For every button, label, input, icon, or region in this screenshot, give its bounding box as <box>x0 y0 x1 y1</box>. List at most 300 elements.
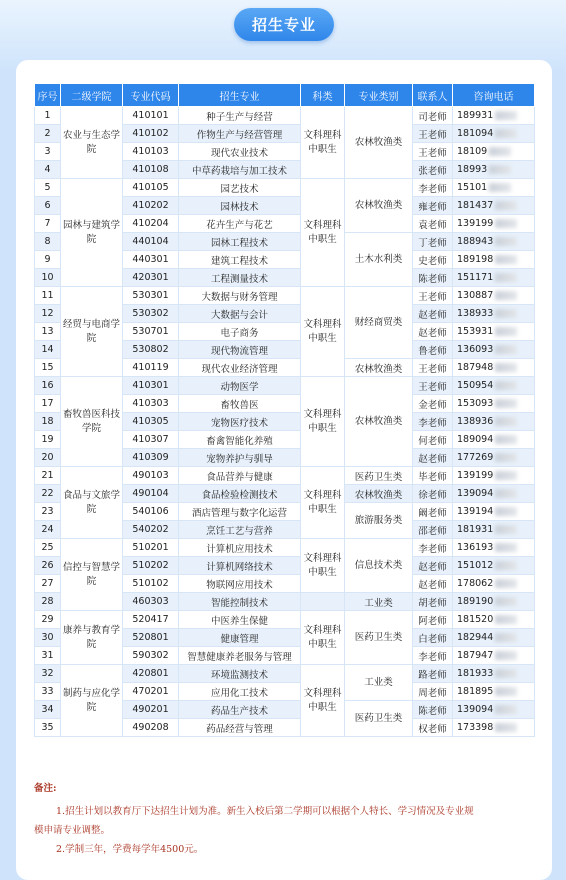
redaction-blur <box>495 111 517 120</box>
phone-cell <box>453 611 535 629</box>
phone-cell <box>453 521 535 539</box>
college-cell: 园林与建筑学院 <box>61 179 123 287</box>
row-no: 29 <box>35 611 61 629</box>
col-header-major: 招生专业 <box>179 84 301 107</box>
major-name: 环境监测技术 <box>179 665 301 683</box>
phone-cell <box>453 305 535 323</box>
phone-number: 181437 <box>457 200 494 211</box>
phone-number: 136193 <box>457 542 494 553</box>
notes-section <box>34 780 534 859</box>
row-no: 33 <box>35 683 61 701</box>
major-code: 410303 <box>123 395 179 413</box>
major-code: 540202 <box>123 521 179 539</box>
redaction-blur <box>489 147 511 156</box>
phone-number: 153093 <box>457 398 494 409</box>
contact-name: 赵老师 <box>413 557 453 575</box>
contact-name: 赵老师 <box>413 323 453 341</box>
phone-number: 139094 <box>457 704 494 715</box>
table-row <box>35 539 535 557</box>
phone-number: 189190 <box>457 596 494 607</box>
phone-number: 178062 <box>457 578 494 589</box>
contact-name: 阿老师 <box>413 611 453 629</box>
col-header-subject: 科类 <box>301 84 345 107</box>
contact-name: 史老师 <box>413 251 453 269</box>
major-name: 畜禽智能化养殖 <box>179 431 301 449</box>
row-no: 18 <box>35 413 61 431</box>
major-name: 食品营养与健康 <box>179 467 301 485</box>
category-cell: 工业类 <box>345 593 413 611</box>
contact-name: 丁老师 <box>413 233 453 251</box>
major-name: 种子生产与经营 <box>179 107 301 125</box>
redaction-blur <box>495 255 517 264</box>
table-row <box>35 377 535 395</box>
row-no: 3 <box>35 143 61 161</box>
row-no: 32 <box>35 665 61 683</box>
contact-name: 鲁老师 <box>413 341 453 359</box>
major-code: 530802 <box>123 341 179 359</box>
major-code: 490103 <box>123 467 179 485</box>
major-code: 410301 <box>123 377 179 395</box>
redaction-blur <box>489 165 511 174</box>
major-code: 410108 <box>123 161 179 179</box>
row-no: 8 <box>35 233 61 251</box>
contact-name: 赵老师 <box>413 449 453 467</box>
phone-cell <box>453 575 535 593</box>
phone-number: 150954 <box>457 380 494 391</box>
note-1: 1.招生计划以教育厅下达招生计划为准。新生入校后第二学期可以根据个人特长、学习情况及专业规 <box>56 806 474 817</box>
phone-number: 173398 <box>457 722 494 733</box>
row-no: 24 <box>35 521 61 539</box>
major-name: 酒店管理与数字化运营 <box>179 503 301 521</box>
major-name: 动物医学 <box>179 377 301 395</box>
college-cell: 食品与文旅学院 <box>61 467 123 539</box>
contact-name: 毕老师 <box>413 467 453 485</box>
redaction-blur <box>495 399 517 408</box>
row-no: 35 <box>35 719 61 737</box>
category-cell: 工业类 <box>345 665 413 701</box>
phone-cell <box>453 449 535 467</box>
redaction-blur <box>495 309 517 318</box>
row-no: 20 <box>35 449 61 467</box>
major-name: 园艺技术 <box>179 179 301 197</box>
major-code: 540106 <box>123 503 179 521</box>
phone-cell <box>453 665 535 683</box>
phone-number: 151012 <box>457 560 494 571</box>
contact-name: 张老师 <box>413 161 453 179</box>
note-1-continued: 模申请专业调整。 <box>34 825 111 836</box>
category-cell: 农林牧渔类 <box>345 107 413 179</box>
redaction-blur <box>495 687 517 696</box>
row-no: 26 <box>35 557 61 575</box>
phone-cell <box>453 197 535 215</box>
table-row <box>35 287 535 305</box>
table-row <box>35 467 535 485</box>
major-name: 宠物医疗技术 <box>179 413 301 431</box>
phone-number: 138933 <box>457 308 494 319</box>
contact-name: 李老师 <box>413 647 453 665</box>
row-no: 25 <box>35 539 61 557</box>
phone-cell <box>453 143 535 161</box>
phone-cell <box>453 161 535 179</box>
page-title: 招生专业 <box>234 8 334 41</box>
phone-cell <box>453 503 535 521</box>
redaction-blur <box>495 471 517 480</box>
major-code: 420801 <box>123 665 179 683</box>
row-no: 27 <box>35 575 61 593</box>
major-name: 计算机网络技术 <box>179 557 301 575</box>
phone-number: 139199 <box>457 470 494 481</box>
major-code: 490104 <box>123 485 179 503</box>
category-cell: 信息技术类 <box>345 539 413 593</box>
phone-number: 151171 <box>457 272 494 283</box>
phone-cell <box>453 539 535 557</box>
row-no: 16 <box>35 377 61 395</box>
major-name: 健康管理 <box>179 629 301 647</box>
redaction-blur <box>495 201 517 210</box>
major-code: 530701 <box>123 323 179 341</box>
major-name: 园林工程技术 <box>179 233 301 251</box>
major-code: 510202 <box>123 557 179 575</box>
phone-cell <box>453 269 535 287</box>
major-code: 530301 <box>123 287 179 305</box>
contact-name: 徐老师 <box>413 485 453 503</box>
major-code: 590302 <box>123 647 179 665</box>
contact-name: 王老师 <box>413 377 453 395</box>
major-name: 药品生产技术 <box>179 701 301 719</box>
major-name: 烹饪工艺与营养 <box>179 521 301 539</box>
phone-number: 18109 <box>457 146 488 157</box>
notes-label: 备注: <box>34 783 57 794</box>
contact-name: 雍老师 <box>413 197 453 215</box>
row-no: 2 <box>35 125 61 143</box>
major-code: 410309 <box>123 449 179 467</box>
row-no: 17 <box>35 395 61 413</box>
major-name: 大数据与会计 <box>179 305 301 323</box>
row-no: 12 <box>35 305 61 323</box>
row-no: 13 <box>35 323 61 341</box>
phone-number: 187947 <box>457 650 494 661</box>
redaction-blur <box>489 183 511 192</box>
contact-name: 周老师 <box>413 683 453 701</box>
phone-number: 139094 <box>457 488 494 499</box>
phone-cell <box>453 377 535 395</box>
phone-cell <box>453 251 535 269</box>
redaction-blur <box>495 327 517 336</box>
row-no: 9 <box>35 251 61 269</box>
contact-name: 赵老师 <box>413 575 453 593</box>
major-code: 410305 <box>123 413 179 431</box>
row-no: 4 <box>35 161 61 179</box>
subject-cell: 文科理科中职生 <box>301 665 345 737</box>
contact-name: 王老师 <box>413 125 453 143</box>
major-code: 490208 <box>123 719 179 737</box>
col-header-college: 二级学院 <box>61 84 123 107</box>
phone-number: 130887 <box>457 290 494 301</box>
college-cell: 康养与教育学院 <box>61 611 123 665</box>
phone-cell <box>453 413 535 431</box>
contact-name: 白老师 <box>413 629 453 647</box>
category-cell: 农林牧渔类 <box>345 359 413 377</box>
category-cell: 农林牧渔类 <box>345 485 413 503</box>
phone-cell <box>453 107 535 125</box>
major-code: 410101 <box>123 107 179 125</box>
major-code: 520417 <box>123 611 179 629</box>
redaction-blur <box>495 489 517 498</box>
major-name: 现代农业经济管理 <box>179 359 301 377</box>
phone-cell <box>453 179 535 197</box>
contact-name: 胡老师 <box>413 593 453 611</box>
major-name: 工程测量技术 <box>179 269 301 287</box>
subject-cell: 文科理科中职生 <box>301 467 345 539</box>
col-header-contact: 联系人 <box>413 84 453 107</box>
phone-number: 181094 <box>457 128 494 139</box>
contact-name: 权老师 <box>413 719 453 737</box>
college-cell: 信控与智慧学院 <box>61 539 123 611</box>
redaction-blur <box>495 561 517 570</box>
phone-number: 15101 <box>457 182 488 193</box>
redaction-blur <box>495 291 517 300</box>
row-no: 30 <box>35 629 61 647</box>
college-cell: 农业与生态学院 <box>61 107 123 179</box>
redaction-blur <box>495 345 517 354</box>
phone-number: 189198 <box>457 254 494 265</box>
phone-cell <box>453 467 535 485</box>
redaction-blur <box>495 723 517 732</box>
redaction-blur <box>495 669 517 678</box>
row-no: 5 <box>35 179 61 197</box>
contact-name: 李老师 <box>413 179 453 197</box>
subject-cell: 文科理科中职生 <box>301 287 345 377</box>
col-header-code: 专业代码 <box>123 84 179 107</box>
row-no: 19 <box>35 431 61 449</box>
phone-number: 181931 <box>457 524 494 535</box>
contact-name: 路老师 <box>413 665 453 683</box>
subject-cell: 文科理科中职生 <box>301 539 345 593</box>
college-cell: 经贸与电商学院 <box>61 287 123 377</box>
phone-number: 187948 <box>457 362 494 373</box>
major-name: 畜牧兽医 <box>179 395 301 413</box>
major-code: 520801 <box>123 629 179 647</box>
phone-cell <box>453 215 535 233</box>
major-name: 花卉生产与花艺 <box>179 215 301 233</box>
category-cell: 财经商贸类 <box>345 287 413 359</box>
row-no: 34 <box>35 701 61 719</box>
row-no: 28 <box>35 593 61 611</box>
redaction-blur <box>495 507 517 516</box>
row-no: 7 <box>35 215 61 233</box>
phone-cell <box>453 287 535 305</box>
contact-name: 李老师 <box>413 539 453 557</box>
phone-cell <box>453 593 535 611</box>
major-code: 510201 <box>123 539 179 557</box>
row-no: 31 <box>35 647 61 665</box>
phone-number: 181520 <box>457 614 494 625</box>
major-code: 470201 <box>123 683 179 701</box>
major-code: 510102 <box>123 575 179 593</box>
redaction-blur <box>495 705 517 714</box>
phone-number: 189931 <box>457 110 494 121</box>
major-name: 中草药栽培与加工技术 <box>179 161 301 179</box>
phone-number: 182944 <box>457 632 494 643</box>
phone-cell <box>453 557 535 575</box>
contact-name: 袁老师 <box>413 215 453 233</box>
phone-number: 177269 <box>457 452 494 463</box>
contact-name: 王老师 <box>413 287 453 305</box>
major-name: 物联网应用技术 <box>179 575 301 593</box>
major-code: 410102 <box>123 125 179 143</box>
phone-cell <box>453 233 535 251</box>
phone-cell <box>453 719 535 737</box>
contact-name: 陈老师 <box>413 269 453 287</box>
phone-cell <box>453 701 535 719</box>
table-header-row <box>35 84 535 107</box>
contact-name: 王老师 <box>413 359 453 377</box>
major-code: 410119 <box>123 359 179 377</box>
phone-number: 153931 <box>457 326 494 337</box>
redaction-blur <box>495 381 517 390</box>
phone-number: 189094 <box>457 434 494 445</box>
phone-number: 18993 <box>457 164 488 175</box>
major-code: 410202 <box>123 197 179 215</box>
contact-name: 邵老师 <box>413 521 453 539</box>
subject-cell: 文科理科中职生 <box>301 107 345 179</box>
subject-cell-empty <box>301 593 345 611</box>
major-code: 410204 <box>123 215 179 233</box>
subject-cell: 文科理科中职生 <box>301 179 345 287</box>
phone-number: 188943 <box>457 236 494 247</box>
category-cell: 医药卫生类 <box>345 467 413 485</box>
major-name: 药品经营与管理 <box>179 719 301 737</box>
phone-cell <box>453 683 535 701</box>
contact-name: 王老师 <box>413 143 453 161</box>
redaction-blur <box>495 543 517 552</box>
row-no: 22 <box>35 485 61 503</box>
category-cell: 农林牧渔类 <box>345 377 413 467</box>
contact-name: 陈老师 <box>413 701 453 719</box>
redaction-blur <box>495 597 517 606</box>
col-header-no: 序号 <box>35 84 61 107</box>
row-no: 11 <box>35 287 61 305</box>
phone-number: 136093 <box>457 344 494 355</box>
phone-cell <box>453 629 535 647</box>
major-code: 420301 <box>123 269 179 287</box>
major-name: 智慧健康养老服务与管理 <box>179 647 301 665</box>
major-name: 中医养生保健 <box>179 611 301 629</box>
redaction-blur <box>495 237 517 246</box>
redaction-blur <box>495 633 517 642</box>
major-code: 440104 <box>123 233 179 251</box>
redaction-blur <box>495 417 517 426</box>
contact-name: 赵老师 <box>413 305 453 323</box>
phone-number: 181933 <box>457 668 494 679</box>
redaction-blur <box>495 453 517 462</box>
contact-name: 李老师 <box>413 413 453 431</box>
redaction-blur <box>495 579 517 588</box>
redaction-blur <box>495 651 517 660</box>
phone-cell <box>453 359 535 377</box>
major-name: 智能控制技术 <box>179 593 301 611</box>
major-code: 410105 <box>123 179 179 197</box>
row-no: 21 <box>35 467 61 485</box>
major-name: 现代物流管理 <box>179 341 301 359</box>
category-cell: 旅游服务类 <box>345 503 413 539</box>
col-header-category: 专业类别 <box>345 84 413 107</box>
redaction-blur <box>495 525 517 534</box>
subject-cell: 文科理科中职生 <box>301 377 345 467</box>
row-no: 15 <box>35 359 61 377</box>
college-cell: 制药与应化学院 <box>61 665 123 737</box>
phone-cell <box>453 395 535 413</box>
major-name: 现代农业技术 <box>179 143 301 161</box>
redaction-blur <box>495 615 517 624</box>
contact-name: 司老师 <box>413 107 453 125</box>
col-header-phone: 咨询电话 <box>453 84 535 107</box>
phone-cell <box>453 647 535 665</box>
major-name: 电子商务 <box>179 323 301 341</box>
redaction-blur <box>495 219 517 228</box>
category-cell: 土木水利类 <box>345 233 413 287</box>
row-no: 1 <box>35 107 61 125</box>
phone-cell <box>453 125 535 143</box>
major-code: 410307 <box>123 431 179 449</box>
redaction-blur <box>495 273 517 282</box>
major-code: 460303 <box>123 593 179 611</box>
table-row <box>35 107 535 125</box>
major-name: 大数据与财务管理 <box>179 287 301 305</box>
row-no: 23 <box>35 503 61 521</box>
major-name: 食品检验检测技术 <box>179 485 301 503</box>
table-row <box>35 665 535 683</box>
row-no: 6 <box>35 197 61 215</box>
major-code: 410103 <box>123 143 179 161</box>
redaction-blur <box>495 435 517 444</box>
major-name: 宠物养护与驯导 <box>179 449 301 467</box>
table-row <box>35 611 535 629</box>
category-cell: 农林牧渔类 <box>345 179 413 233</box>
major-name: 计算机应用技术 <box>179 539 301 557</box>
redaction-blur <box>495 129 517 138</box>
contact-name: 金老师 <box>413 395 453 413</box>
phone-cell <box>453 431 535 449</box>
phone-number: 138936 <box>457 416 494 427</box>
major-name: 园林技术 <box>179 197 301 215</box>
college-cell: 畜牧兽医科技学院 <box>61 377 123 467</box>
contact-name: 何老师 <box>413 431 453 449</box>
major-name: 应用化工技术 <box>179 683 301 701</box>
phone-cell <box>453 341 535 359</box>
phone-cell <box>453 323 535 341</box>
major-name: 作物生产与经营管理 <box>179 125 301 143</box>
note-2: 2.学制三年，学费每学年4500元。 <box>56 844 204 855</box>
category-cell: 医药卫生类 <box>345 701 413 737</box>
major-code: 490201 <box>123 701 179 719</box>
table-row <box>35 179 535 197</box>
phone-cell <box>453 485 535 503</box>
major-code: 530302 <box>123 305 179 323</box>
redaction-blur <box>495 363 517 372</box>
major-code: 440301 <box>123 251 179 269</box>
row-no: 14 <box>35 341 61 359</box>
phone-number: 139194 <box>457 506 494 517</box>
contact-name: 阚老师 <box>413 503 453 521</box>
row-no: 10 <box>35 269 61 287</box>
category-cell: 医药卫生类 <box>345 611 413 665</box>
phone-number: 139199 <box>457 218 494 229</box>
phone-number: 181895 <box>457 686 494 697</box>
majors-table <box>34 83 535 737</box>
subject-cell: 文科理科中职生 <box>301 611 345 665</box>
major-name: 建筑工程技术 <box>179 251 301 269</box>
